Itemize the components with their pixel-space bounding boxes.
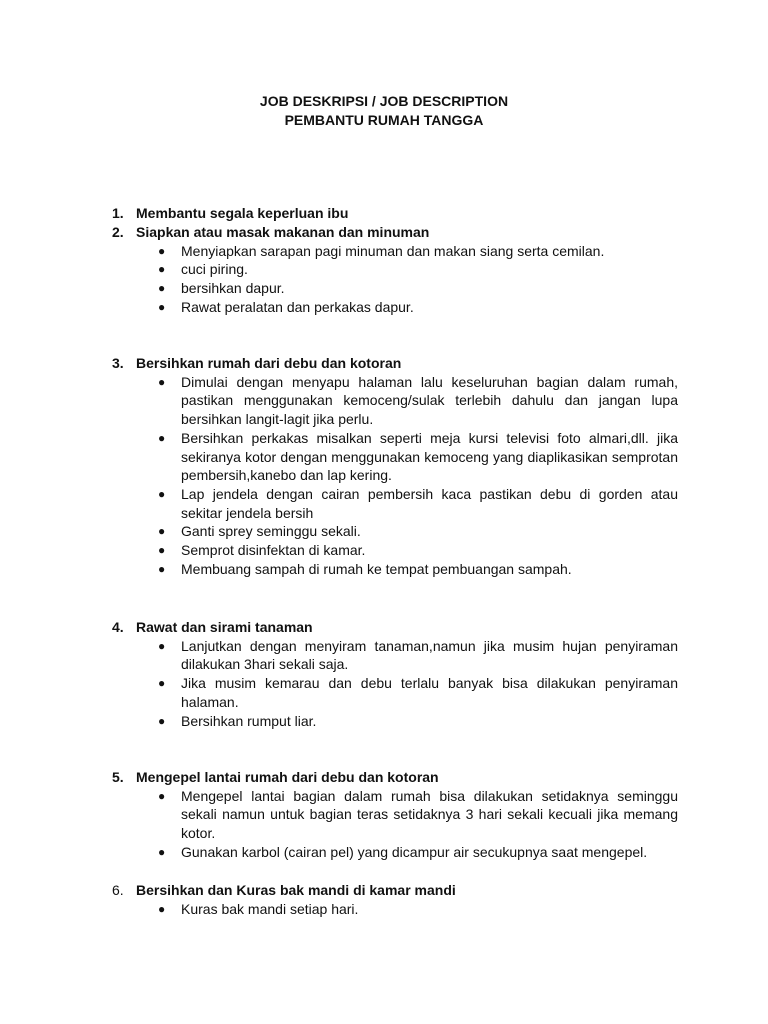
list-item-text: Jika musim kemarau dan debu terlalu banyak bisa dilakukan penyiraman halaman.: [181, 675, 678, 710]
list-item-text: cuci piring.: [181, 261, 248, 278]
list-item-text: Ganti sprey seminggu sekali.: [181, 523, 361, 540]
bullet-icon: ●: [158, 299, 166, 314]
list-item-text: Gunakan karbol (cairan pel) yang dicampur air secukupnya saat mengepel.: [181, 843, 648, 860]
section-heading: [112, 618, 678, 637]
section-heading: [112, 354, 678, 373]
section-number: 6.: [112, 882, 124, 898]
bullet-icon: ●: [158, 638, 166, 653]
list-item-text: Dimulai dengan menyapu halaman lalu keseluruhan bagian dalam rumah, pastikan menggunakan kemoceng/sulak terlebih dahulu dan jangan lupa bersihkan langit-lagit jika perlu.: [181, 373, 678, 428]
bullet-list: [112, 373, 678, 579]
bullet-icon: ●: [158, 243, 166, 258]
bullet-icon: ●: [158, 524, 166, 539]
bullet-icon: ●: [158, 486, 166, 501]
section-number: 2.: [112, 224, 124, 240]
section-heading-text: Bersihkan dan Kuras bak mandi di kamar mandi: [136, 882, 456, 898]
list-item: [112, 712, 678, 731]
list-item-text: bersihkan dapur.: [181, 280, 285, 297]
bullet-list: [112, 242, 678, 317]
list-item: [112, 787, 678, 843]
list-item: [112, 522, 678, 541]
list-item: [112, 637, 678, 674]
section-3: [112, 354, 678, 578]
list-item: [112, 260, 678, 279]
section-heading: [112, 768, 678, 787]
list-item: [112, 242, 678, 261]
list-item: [112, 373, 678, 429]
section-heading-text: Rawat dan sirami tanaman: [136, 619, 313, 635]
bullet-icon: ●: [158, 374, 166, 389]
section-number: 3.: [112, 355, 124, 371]
document-title: JOB DESKRIPSI / JOB DESCRIPTION: [259, 93, 509, 109]
section-1: [112, 204, 678, 223]
section-heading-text: Mengepel lantai rumah dari debu dan kotoran: [136, 769, 439, 785]
list-item-text: Bersihkan rumput liar.: [181, 712, 317, 729]
bullet-icon: ●: [158, 430, 166, 445]
list-item-text: Lanjutkan dengan menyiram tanaman,namun jika musim hujan penyiraman dilakukan 3hari sekali saja.: [181, 637, 678, 673]
list-item-text: Lap jendela dengan cairan pembersih kaca pastikan debu di gorden atau sekitar jendela bersih: [181, 485, 678, 521]
section-heading: [112, 223, 678, 242]
list-item: [112, 429, 678, 485]
section-4: [112, 618, 678, 730]
section-number: 5.: [112, 769, 124, 785]
section-heading: [112, 204, 678, 223]
list-item-text: Bersihkan perkakas misalkan seperti meja kursi televisi foto almari,dll. jika sekiranya kotor dengan menggunakan kemoceng yang diaplikasikan semprotan pembersih,kanebo dan lap kering.: [181, 429, 678, 484]
list-item: [112, 298, 678, 317]
section-heading-text: Siapkan atau masak makanan dan minuman: [136, 224, 430, 240]
list-item: [112, 674, 678, 711]
list-item: [112, 560, 678, 579]
list-item-text: Membuang sampah di rumah ke tempat pembuangan sampah.: [181, 560, 572, 577]
bullet-icon: ●: [158, 543, 166, 558]
document-subtitle: PEMBANTU RUMAH TANGGA: [284, 112, 484, 128]
section-heading-text: Bersihkan rumah dari debu dan kotoran: [136, 355, 402, 371]
section-heading: [112, 881, 678, 900]
list-item: [112, 900, 678, 919]
section-5: [112, 768, 678, 862]
list-item-text: Semprot disinfektan di kamar.: [181, 542, 366, 559]
list-item: [112, 541, 678, 560]
section-6: [112, 881, 678, 918]
section-number: 1.: [112, 205, 124, 221]
bullet-icon: ●: [158, 676, 166, 691]
bullet-icon: ●: [158, 713, 166, 728]
list-item: [112, 843, 678, 862]
list-item-text: Rawat peralatan dan perkakas dapur.: [181, 298, 414, 315]
bullet-icon: ●: [158, 281, 166, 296]
bullet-list: [112, 900, 678, 919]
list-item-text: Kuras bak mandi setiap hari.: [181, 900, 359, 917]
list-item-text: Mengepel lantai bagian dalam rumah bisa dilakukan setidaknya seminggu sekali namun untuk bagian teras setidaknya 3 hari sekali kecuali jika memang kotor.: [181, 787, 678, 842]
bullet-list: [112, 787, 678, 862]
bullet-icon: ●: [158, 262, 166, 277]
list-item: [112, 279, 678, 298]
list-item-text: Menyiapkan sarapan pagi minuman dan makan siang serta cemilan.: [181, 242, 605, 259]
section-2: [112, 223, 678, 317]
bullet-icon: ●: [158, 844, 166, 859]
bullet-icon: ●: [158, 788, 166, 803]
bullet-list: [112, 637, 678, 731]
bullet-icon: ●: [158, 901, 166, 916]
section-heading-text: Membantu segala keperluan ibu: [136, 205, 349, 221]
list-item: [112, 485, 678, 522]
bullet-icon: ●: [158, 561, 166, 576]
section-number: 4.: [112, 619, 124, 635]
